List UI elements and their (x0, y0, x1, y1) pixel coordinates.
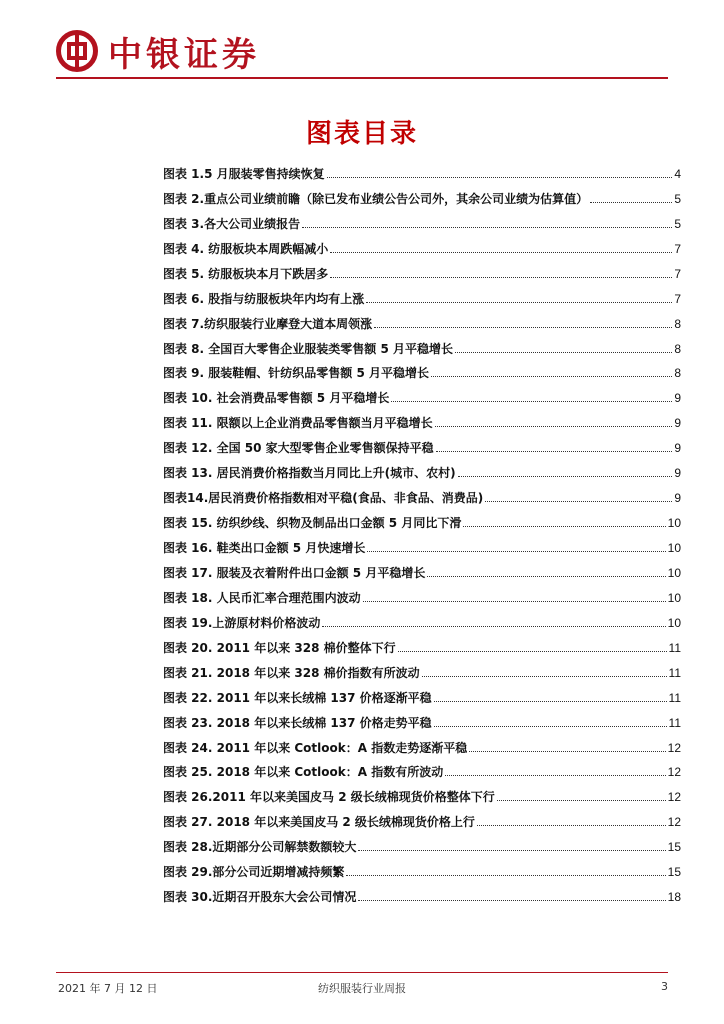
toc-entry[interactable] (163, 481, 681, 506)
toc-entry-title: 图表14.居民消费价格指数相对平稳(食品、非食品、消费品) (163, 491, 484, 506)
toc-entry-title: 图表 20. 2011 年以来 328 棉价整体下行 (163, 640, 396, 655)
toc-entry-page: 11 (668, 640, 681, 655)
toc-entry[interactable] (163, 207, 681, 232)
footer-divider (56, 972, 668, 973)
toc-entry-title: 图表 30.近期召开股东大会公司情况 (163, 890, 357, 905)
toc-entry-page: 11 (668, 715, 681, 730)
toc-entry-page: 15 (667, 840, 681, 855)
toc-entry-title: 图表 25. 2018 年以来 Cotlook：A 指数有所波动 (163, 765, 444, 780)
toc-entry-title: 图表 4. 纺服板块本周跌幅减小 (163, 241, 329, 256)
toc-entry[interactable] (163, 332, 681, 357)
toc-entry-page: 8 (674, 316, 681, 331)
toc-entry-title: 图表 17. 服装及衣着附件出口金额 5 月平稳增长 (163, 565, 426, 580)
toc-entry-title: 图表 28.近期部分公司解禁数额较大 (163, 840, 357, 855)
toc-entry-page: 10 (667, 615, 681, 630)
toc-dot-leader (463, 526, 665, 527)
toc-entry-page: 8 (674, 341, 681, 356)
toc-dot-leader (485, 501, 672, 502)
toc-dot-leader (363, 601, 666, 602)
toc-dot-leader (327, 177, 673, 178)
toc-entry-title: 图表 11. 限额以上企业消费品零售额当月平稳增长 (163, 416, 433, 431)
toc-list (163, 157, 681, 905)
toc-entry-page: 11 (668, 690, 681, 705)
toc-entry-page: 8 (674, 366, 681, 381)
toc-dot-leader (434, 726, 667, 727)
toc-entry[interactable] (163, 855, 681, 880)
toc-dot-leader (330, 277, 672, 278)
toc-entry-page: 12 (667, 740, 681, 755)
header (56, 28, 260, 74)
toc-entry[interactable] (163, 381, 681, 406)
toc-entry-page: 18 (667, 890, 681, 905)
toc-dot-leader (434, 701, 667, 702)
toc-entry[interactable] (163, 406, 681, 431)
toc-dot-leader (445, 775, 665, 776)
toc-entry-title: 图表 24. 2011 年以来 Cotlook：A 指数走势逐渐平稳 (163, 740, 468, 755)
toc-entry-title: 图表 19.上游原材料价格波动 (163, 615, 321, 630)
toc-dot-leader (477, 825, 666, 826)
toc-entry[interactable] (163, 531, 681, 556)
toc-entry-title: 图表 18. 人民币汇率合理范围内波动 (163, 590, 361, 605)
toc-entry[interactable] (163, 232, 681, 257)
toc-dot-leader (497, 800, 666, 801)
toc-entry-page: 9 (674, 466, 681, 481)
toc-entry-title: 图表 27. 2018 年以来美国皮马 2 级长绒棉现货价格上行 (163, 815, 475, 830)
toc-entry[interactable] (163, 656, 681, 681)
toc-entry-title: 图表 7.纺织服装行业摩登大道本周领涨 (163, 316, 373, 331)
toc-entry-title: 图表 21. 2018 年以来 328 棉价指数有所波动 (163, 665, 420, 680)
toc-entry[interactable] (163, 805, 681, 830)
toc-entry-title: 图表 12. 全国 50 家大型零售企业零售额保持平稳 (163, 441, 434, 456)
toc-entry-page: 5 (674, 216, 681, 231)
toc-dot-leader (322, 626, 665, 627)
toc-dot-leader (391, 401, 672, 402)
header-divider (56, 77, 668, 79)
toc-entry-title: 图表 13. 居民消费价格指数当月同比上升(城市、农村) (163, 466, 456, 481)
toc-entry-title: 图表 26.2011 年以来美国皮马 2 级长绒棉现货价格整体下行 (163, 790, 495, 805)
toc-dot-leader (358, 850, 665, 851)
toc-dot-leader (330, 252, 672, 253)
toc-dot-leader (431, 376, 672, 377)
toc-entry-title: 图表 22. 2011 年以来长绒棉 137 价格逐渐平稳 (163, 690, 432, 705)
toc-entry-page: 7 (674, 241, 681, 256)
toc-entry-page: 10 (667, 565, 681, 580)
toc-dot-leader (469, 751, 665, 752)
toc-entry-title: 图表 2.重点公司业绩前瞻（除已发布业绩公告公司外，其余公司业绩为估算值） (163, 191, 589, 206)
bank-of-china-logo-icon (56, 30, 98, 72)
page-title: 图表目录 (305, 119, 418, 149)
footer-report-name: 纺织服装行业周报 (318, 982, 406, 995)
toc-entry[interactable] (163, 581, 681, 606)
toc-entry-title: 图表 16. 鞋类出口金额 5 月快速增长 (163, 541, 366, 555)
toc-entry-title: 图表 9. 服装鞋帽、针纺织品零售额 5 月平稳增长 (163, 366, 429, 381)
toc-entry-title: 图表 10. 社会消费品零售额 5 月平稳增长 (163, 391, 390, 406)
toc-entry[interactable] (163, 506, 681, 531)
toc-entry[interactable] (163, 830, 681, 855)
toc-entry-title: 图表 8. 全国百大零售企业服装类零售额 5 月平稳增长 (163, 341, 453, 356)
toc-entry-page: 9 (674, 391, 681, 406)
toc-entry[interactable] (163, 731, 681, 756)
toc-entry[interactable] (163, 756, 681, 781)
toc-dot-leader (302, 227, 672, 228)
toc-entry-page: 12 (667, 765, 681, 780)
toc-entry-page: 12 (667, 815, 681, 830)
toc-entry[interactable] (163, 431, 681, 456)
toc-dot-leader (436, 451, 673, 452)
toc-entry-page: 4 (674, 166, 681, 181)
toc-dot-leader (455, 352, 672, 353)
toc-entry-title: 图表 29.部分公司近期增减持频繁 (163, 865, 345, 880)
toc-entry-page: 10 (667, 541, 681, 555)
toc-entry[interactable] (163, 706, 681, 731)
toc-entry[interactable] (163, 257, 681, 282)
footer-date: 2021 年 7 月 12 日 (58, 982, 158, 995)
toc-entry[interactable] (163, 307, 681, 332)
toc-entry[interactable] (163, 681, 681, 706)
toc-dot-leader (458, 476, 673, 477)
toc-entry[interactable] (163, 631, 681, 656)
toc-entry[interactable] (163, 157, 681, 182)
toc-dot-leader (427, 576, 665, 577)
toc-dot-leader (398, 651, 667, 652)
toc-entry-title: 图表 1.5 月服装零售持续恢复 (163, 166, 325, 181)
toc-entry-title: 图表 23. 2018 年以来长绒棉 137 价格走势平稳 (163, 715, 432, 730)
toc-entry[interactable] (163, 182, 681, 207)
brand-name: 中银证券 (108, 34, 260, 75)
toc-entry-page: 7 (674, 266, 681, 281)
toc-dot-leader (358, 900, 665, 901)
toc-dot-leader (346, 875, 665, 876)
toc-dot-leader (374, 327, 672, 328)
toc-entry-page: 5 (674, 191, 681, 206)
toc-entry[interactable] (163, 880, 681, 905)
toc-entry[interactable] (163, 556, 681, 581)
toc-entry[interactable] (163, 282, 681, 307)
toc-entry-page: 10 (667, 590, 681, 605)
toc-entry-title: 图表 6. 股指与纺服板块年内均有上涨 (163, 291, 365, 306)
toc-entry-page: 9 (674, 441, 681, 456)
toc-entry-page: 12 (667, 790, 681, 805)
toc-entry-title: 图表 5. 纺服板块本月下跌居多 (163, 266, 329, 281)
toc-dot-leader (590, 202, 672, 203)
toc-entry[interactable] (163, 780, 681, 805)
toc-entry-page: 9 (674, 416, 681, 431)
toc-entry-page: 10 (667, 516, 681, 531)
toc-entry[interactable] (163, 606, 681, 631)
toc-entry-title: 图表 3.各大公司业绩报告 (163, 216, 301, 231)
toc-dot-leader (422, 676, 667, 677)
footer-page-number: 3 (661, 980, 668, 993)
toc-dot-leader (367, 551, 665, 552)
toc-dot-leader (435, 426, 673, 427)
toc-entry-page: 7 (674, 291, 681, 306)
toc-entry-page: 9 (674, 491, 681, 506)
toc-dot-leader (366, 302, 672, 303)
toc-entry[interactable] (163, 456, 681, 481)
toc-entry-title: 图表 15. 纺织纱线、织物及制品出口金额 5 月同比下滑 (163, 516, 462, 531)
toc-entry-page: 11 (668, 665, 681, 680)
toc-entry[interactable] (163, 357, 681, 382)
toc-entry-page: 15 (667, 865, 681, 880)
